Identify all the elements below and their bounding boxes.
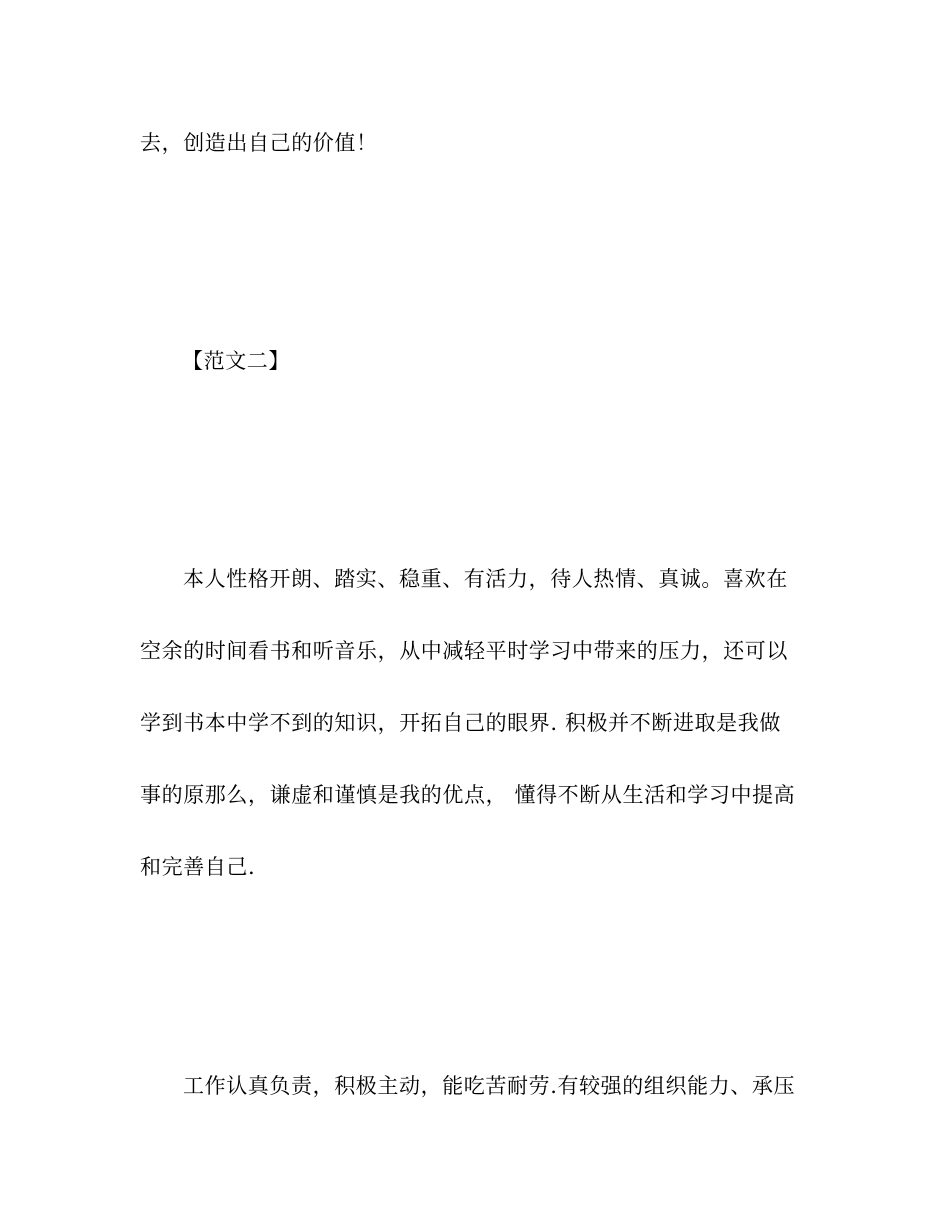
paragraph2-line-1: 工作认真负责，积极主动，能吃苦耐劳.有较强的组织能力、承压 (183, 1074, 796, 1098)
section-heading: 【范文二】 (182, 349, 290, 373)
paragraph1-line-5: 和完善自己. (140, 855, 256, 879)
paragraph1-line-1: 本人性格开朗、踏实、稳重、有活力，待人热情、真诚。喜欢在 (183, 567, 788, 591)
paragraph1-line-3: 学到书本中学不到的知识，开拓自己的眼界. 积极并不断进取是我做 (140, 711, 781, 735)
paragraph1-line-4: 事的原那么，谦虚和谨慎是我的优点， 懂得不断从生活和学习中提高 (140, 783, 796, 807)
paragraph1-line-2: 空余的时间看书和听音乐，从中减轻平时学习中带来的压力，还可以 (140, 639, 788, 663)
continuation-line: 去，创造出自己的价值！ (140, 131, 378, 155)
